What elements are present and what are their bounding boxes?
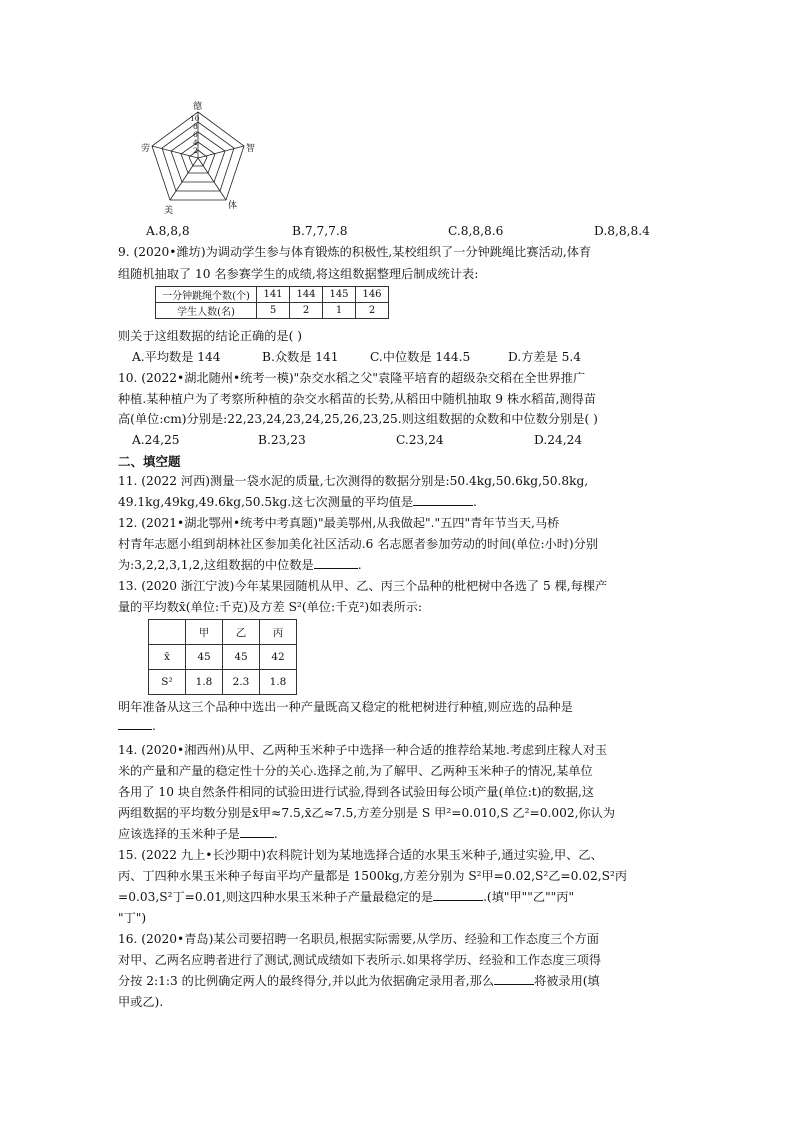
radar-axis-label: 德 bbox=[193, 102, 203, 112]
table-row-header: S² bbox=[149, 670, 186, 695]
q8-option-d: D.8,8,8.4 bbox=[594, 224, 650, 238]
q15-text-line: 15. (2022 九上•长沙期中)农科院计划为某地选择合适的水果玉米种子,通过实验,甲、乙、 bbox=[118, 848, 603, 862]
table-header-cell: 丙 bbox=[260, 620, 297, 645]
q9-option-b: B.众数是 141 bbox=[262, 350, 339, 364]
q10-option-b: B.23,23 bbox=[258, 433, 306, 447]
q11-text-line bbox=[118, 494, 477, 510]
answer-blank[interactable] bbox=[433, 889, 483, 901]
q15-text-line bbox=[118, 889, 574, 905]
q10-option-c: C.23,24 bbox=[396, 433, 444, 447]
q14-text-line: 各用了 10 块自然条件相同的试验田进行试验,得到各试验田每公顷产量(单位:t)的数据,这 bbox=[118, 785, 595, 799]
table-cell: 2.3 bbox=[223, 670, 260, 695]
q13-text-line: 明年准备从这三个品种中选出一种产量既高又稳定的枇杷树进行种植,则应选的品种是 bbox=[118, 700, 573, 714]
radar-tick: 4 bbox=[193, 138, 198, 147]
q13-text-line: 13. (2020 浙江宁波)今年某果园随机从甲、乙、丙三个品种的枇杷树中各选了 5 棵,每棵产 bbox=[118, 579, 608, 593]
q12-text-line bbox=[118, 557, 362, 573]
table-header-cell: 学生人数(名) bbox=[156, 303, 257, 319]
q16-text-line: 甲或乙). bbox=[118, 995, 164, 1009]
q8-option-b: B.7,7,7.8 bbox=[292, 224, 348, 238]
q9-text-line: 组随机抽取了 10 名参赛学生的成绩,将这组数据整理后制成统计表: bbox=[118, 267, 479, 281]
table-cell: 45 bbox=[223, 645, 260, 670]
q14-text-line: 14. (2020•湘西州)从甲、乙两种玉米种子中选择一种合适的推荐给某地.考虑到庄稼人对玉 bbox=[118, 743, 608, 757]
radar-chart bbox=[140, 100, 270, 218]
table-cell: 1.8 bbox=[260, 670, 297, 695]
table-header-cell: 一分钟跳绳个数(个) bbox=[156, 287, 257, 303]
table-cell: 5 bbox=[257, 303, 290, 319]
q8-option-c: C.8,8,8.6 bbox=[448, 224, 504, 238]
q10-text-line: 高(单位:cm)分别是:22,23,24,23,24,25,26,23,25.则这组数据的众数和中位数分别是( ) bbox=[118, 412, 598, 426]
q12-end: . bbox=[357, 558, 362, 572]
q14-text: 应该选择的玉米种子是 bbox=[118, 827, 240, 841]
radar-axis-label: 智 bbox=[246, 144, 256, 154]
q15-text-line: 丙、丁四种水果玉米种子每亩平均产量都是 1500kg,方差分别为 S²甲=0.02,S²乙=0.02,S²丙 bbox=[118, 869, 628, 883]
q13-text-line bbox=[118, 718, 156, 734]
radar-axis-label: 美 bbox=[164, 206, 174, 216]
section-heading: 二、填空题 bbox=[118, 454, 181, 469]
q9-question: 则关于这组数据的结论正确的是( ) bbox=[118, 329, 303, 343]
q16-text-line bbox=[118, 973, 600, 989]
answer-blank[interactable] bbox=[240, 826, 274, 838]
q16-text: 分按 2:1:3 的比例确定两人的最终得分,并以此为依据确定录用者,那么 bbox=[118, 974, 495, 988]
table-cell: 45 bbox=[186, 645, 223, 670]
q9-option-d: D.方差是 5.4 bbox=[508, 350, 582, 364]
radar-axis-label: 劳 bbox=[141, 144, 151, 154]
table-row-header: x̄ bbox=[149, 645, 186, 670]
q14-text-line: 两组数据的平均数分别是x̄甲≈7.5,x̄乙≈7.5,方差分别是 S 甲²=0.010,S 乙²=0.002,你认为 bbox=[118, 806, 616, 820]
table-cell: 2 bbox=[356, 303, 389, 319]
q10-text-line: 种植.某种植户为了考察所种植的杂交水稻苗的长势,从稻田中随机抽取 9 株水稻苗,测得苗 bbox=[118, 392, 597, 406]
radar-tick: 10 bbox=[190, 114, 200, 123]
table-cell: 42 bbox=[260, 645, 297, 670]
table-cell: 141 bbox=[257, 287, 290, 303]
q8-option-a: A.8,8,8 bbox=[146, 224, 190, 238]
table-header-cell bbox=[149, 620, 186, 645]
table-cell: 144 bbox=[290, 287, 323, 303]
q12-text: 为:3,2,2,3,1,2,这组数据的中位数是 bbox=[118, 558, 314, 572]
table-cell: 2 bbox=[290, 303, 323, 319]
radar-tick: 6 bbox=[193, 130, 198, 139]
q12-text-line: 12. (2021•湖北鄂州•统考中考真题)"最美鄂州,从我做起"."五四"青年节当天,马桥 bbox=[118, 516, 560, 530]
q16-text-line: 16. (2020•青岛)某公司要招聘一名职员,根据实际需要,从学历、经验和工作态度三个方面 bbox=[118, 932, 599, 946]
q9-option-c: C.中位数是 144.5 bbox=[370, 350, 471, 364]
answer-blank[interactable] bbox=[494, 973, 534, 985]
q10-option-d: D.24,24 bbox=[534, 433, 583, 447]
q10-option-a: A.24,25 bbox=[132, 433, 180, 447]
table-header-cell: 乙 bbox=[223, 620, 260, 645]
table-cell: 1 bbox=[323, 303, 356, 319]
table-cell: 146 bbox=[356, 287, 389, 303]
q9-option-a: A.平均数是 144 bbox=[132, 350, 221, 364]
q13-text-line: 量的平均数x̄(单位:千克)及方差 S²(单位:千克²)如表所示: bbox=[118, 600, 422, 614]
table-cell: 1.8 bbox=[186, 670, 223, 695]
radar-axis-label: 体 bbox=[228, 201, 238, 211]
q14-end: . bbox=[273, 827, 278, 841]
q15-text-line: "丁") bbox=[118, 911, 147, 925]
q15-text: .(填"甲""乙""丙" bbox=[483, 890, 575, 904]
q15-text: =0.03,S²丁=0.01,则这四种水果玉米种子产量最稳定的是 bbox=[118, 890, 434, 904]
q13-table bbox=[148, 619, 297, 695]
radar-tick: 2 bbox=[193, 146, 198, 155]
q9-text-line: 9. (2020•潍坊)为调动学生参与体育锻炼的积极性,某校组织了一分钟跳绳比赛活动,体育 bbox=[118, 245, 592, 259]
answer-blank[interactable] bbox=[314, 557, 358, 569]
q13-end: . bbox=[152, 719, 156, 733]
q11-end: . bbox=[473, 495, 477, 509]
q10-text-line: 10. (2022•湖北随州•统考一模)"杂交水稻之父"袁隆平培育的超级杂交稻在全世界推广 bbox=[118, 371, 586, 385]
radar-tick: 8 bbox=[193, 122, 198, 131]
table-cell: 145 bbox=[323, 287, 356, 303]
q12-text-line: 村青年志愿小组到胡林社区参加美化社区活动.6 名志愿者参加劳动的时间(单位:小时)分别 bbox=[118, 537, 599, 551]
answer-blank[interactable] bbox=[413, 494, 473, 506]
q14-text-line bbox=[118, 826, 278, 842]
q16-text-line: 对甲、乙两名应聘者进行了测试,测试成绩如下表所示.如果将学历、经验和工作态度三项得 bbox=[118, 953, 602, 967]
q16-text: 将被录用(填 bbox=[534, 974, 600, 988]
table-header-cell: 甲 bbox=[186, 620, 223, 645]
answer-blank[interactable] bbox=[118, 718, 152, 730]
q9-table bbox=[155, 286, 389, 319]
q14-text-line: 米的产量和产量的稳定性十分的关心.选择之前,为了解甲、乙两种玉米种子的情况,某单位 bbox=[118, 764, 593, 778]
q11-text-line: 11. (2022 河西)测量一袋水泥的质量,七次测得的数据分别是:50.4kg,50.6kg,50.8kg, bbox=[118, 474, 589, 488]
q11-text: 49.1kg,49kg,49.6kg,50.5kg.这七次测量的平均值是 bbox=[118, 495, 414, 509]
